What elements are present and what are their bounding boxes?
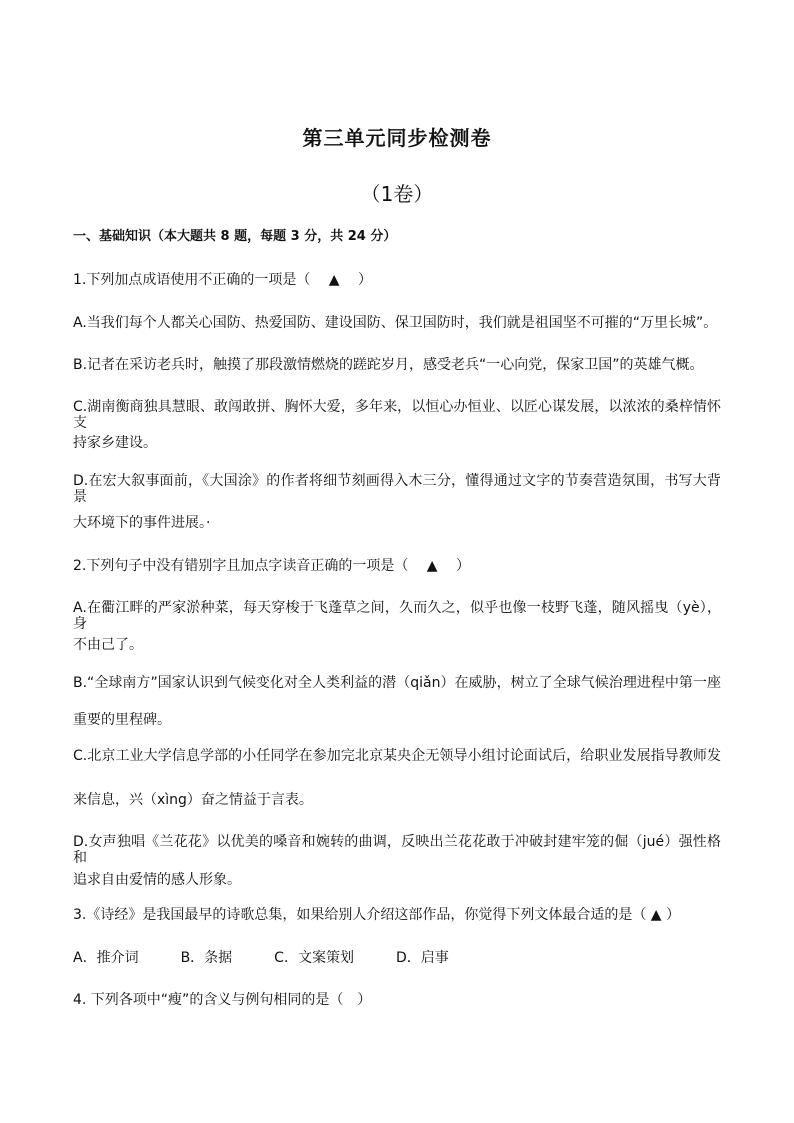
question-1-option-a: A.当我们每个人都关心国防、热爱国防、建设国防、保卫国防时，我们就是祖国坚不可摧的“万里长城”。 bbox=[73, 315, 718, 331]
question-1-option-b: B.记者在采访老兵时，触摸了那段激情燃烧的蹉跎岁月，感受老兵“一心向党，保家卫国”的英雄气概。 bbox=[73, 357, 704, 373]
question-3-options: A．推介词 B．条据 C．文案策划 D．启事 bbox=[73, 950, 449, 966]
question-2: 2.下列句子中没有错别字且加点字读音正确的一项是（ ▲ ） bbox=[73, 558, 471, 574]
question-2-option-c: C.北京工业大学信息学部的小任同学在参加完北京某央企无领导小组讨论面试后，给职业发展指导教师发 bbox=[73, 748, 721, 764]
question-3: 3.《诗经》是我国最早的诗歌总集，如果给别人介绍这部作品，你觉得下列文体最合适的是（ ▲ ） bbox=[73, 907, 681, 923]
section-heading: 一、基础知识（本大题共 8 题，每题 3 分，共 24 分） bbox=[73, 229, 397, 244]
question-2-option-a: A.在衢江畔的严家淤种菜，每天穿梭于飞蓬草之间，久而久之，似乎也像一枝野飞蓬，随风摇曳（yè），身 bbox=[73, 600, 721, 632]
question-2-option-a-cont: 不由己了。 bbox=[73, 637, 143, 653]
question-2-option-b: B.“全球南方”国家认识到气候变化对全人类利益的潜（qiǎn）在威胁，树立了全球气候治理进程中第一座 bbox=[73, 675, 721, 691]
question-2-option-d: D.女声独唱《兰花花》以优美的嗓音和婉转的曲调，反映出兰花花敢于冲破封建牢笼的倔（jué）强性格和 bbox=[73, 834, 721, 866]
question-2-option-b-cont: 重要的里程碑。 bbox=[73, 712, 171, 728]
question-1-option-c: C.湖南衡商独具慧眼、敢闯敢拼、胸怀大爱，多年来，以恒心办恒业、以匠心谋发展，以浓浓的桑梓情怀支 bbox=[73, 399, 721, 431]
page-subtitle: （1卷） bbox=[360, 182, 434, 206]
question-4: 4. 下列各项中“瘦”的含义与例句相同的是（ ） bbox=[73, 992, 372, 1008]
question-2-option-c-cont: 来信息，兴（xìng）奋之情益于言表。 bbox=[73, 792, 313, 808]
question-1-option-d: D.在宏大叙事面前，《大国涂》的作者将细节刻画得入木三分，懂得通过文字的节奏营造氛围，书写大背景 bbox=[73, 473, 721, 505]
question-2-option-d-cont: 追求自由爱情的感人形象。 bbox=[73, 872, 241, 888]
question-1-option-c-cont: 持家乡建设。 bbox=[73, 435, 157, 451]
question-1: 1.下列加点成语使用不正确的一项是（ ▲ ） bbox=[73, 272, 373, 288]
page-title: 第三单元同步检测卷 bbox=[302, 126, 492, 150]
question-1-option-d-cont: 大环境下的事件进展。· bbox=[73, 515, 211, 531]
